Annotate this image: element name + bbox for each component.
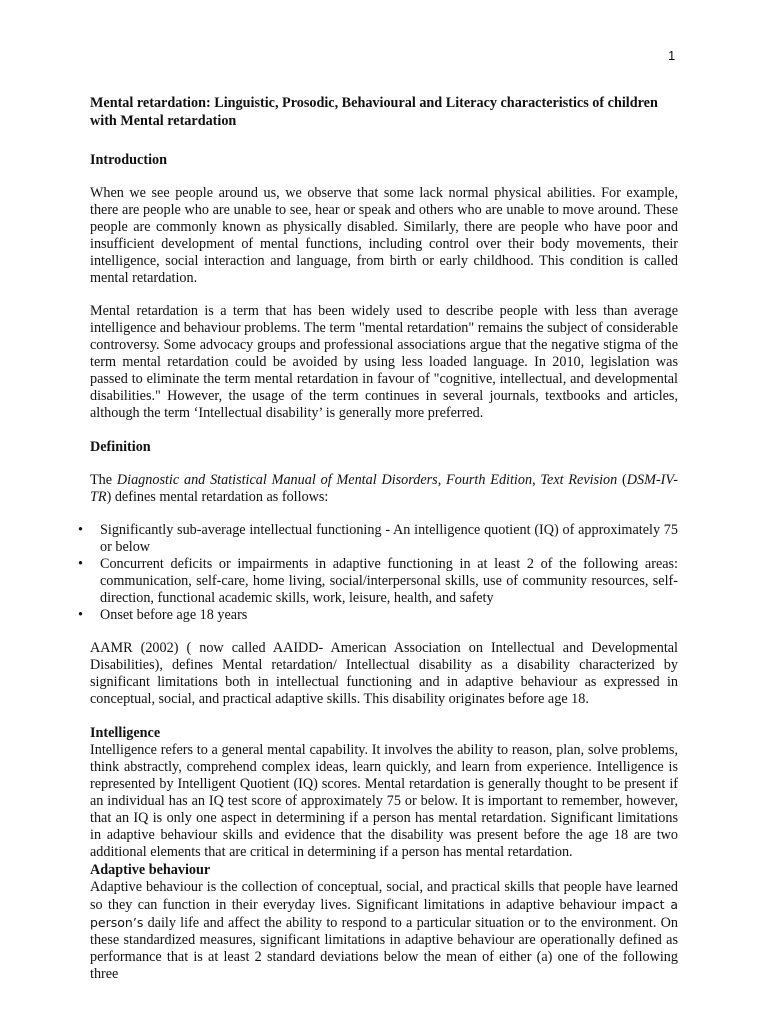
- introduction-heading: Introduction: [90, 152, 167, 168]
- bullet-icon: •: [78, 522, 83, 538]
- dsm-abbreviation: DSM-IV-TR: [90, 472, 678, 505]
- page-number: 1: [668, 48, 676, 63]
- criteria-item: [78, 556, 678, 607]
- bullet-icon: •: [78, 607, 83, 623]
- adaptive-behaviour-heading: Adaptive behaviour: [90, 862, 211, 878]
- adaptive-text-b: daily life and affect the ability to respond to a particular situation or to the environment. On these standardized measures, significant limitations in adaptive behaviour are operationally defined as performance that is at least 2 standard deviations below the mean of either (a) one of the following three: [90, 915, 678, 982]
- adaptive-behaviour-paragraph: [90, 879, 678, 983]
- criteria-text: Significantly sub-average intellectual functioning - An intelligence quotient (IQ) of approximately 75 or below: [100, 522, 678, 555]
- document-page: [78, 48, 678, 983]
- introduction-paragraph-2: Mental retardation is a term that has been widely used to describe people with less than average intelligence and behaviour problems. The term "mental retardation" remains the subject of considerable controversy. Some advocacy groups and professional associations argue that the negative stigma of the term mental retardation could be avoided by using less loaded language. In 2010, legislation was passed to eliminate the term mental retardation in favour of "cognitive, intellectual, and developmental disabilities." However, the usage of the term continues in several journals, textbooks and articles, although the term ‘Intellectual disability’ is generally more preferred.: [90, 303, 678, 421]
- definition-text-before: The: [90, 472, 117, 488]
- definition-text-open: (: [617, 472, 627, 488]
- definition-text-after: ) defines mental retardation as follows:: [106, 489, 329, 505]
- criteria-item: [78, 522, 678, 556]
- definition-paragraph: [90, 472, 678, 506]
- bullet-icon: •: [78, 556, 83, 572]
- aamr-definition-paragraph: AAMR (2002) ( now called AAIDD- American Association on Intellectual and Developmental Disabilities), defines Mental retardation/ Intellectual disability as a disability characterized by significant limitations both in intellectual functioning and in adaptive behaviour as expressed in conceptual, social, and practical adaptive skills. This disability originates before age 18.: [90, 640, 678, 707]
- document-title: Mental retardation: Linguistic, Prosodic, Behavioural and Literacy characteristics of children with Mental retardation: [90, 95, 658, 129]
- definition-heading: Definition: [90, 439, 151, 455]
- criteria-text: Concurrent deficits or impairments in adaptive functioning in at least 2 of the following areas: communication, self-care, home living, social/interpersonal skills, use of community resources, self-direction, functional academic skills, work, leisure, health, and safety: [100, 556, 678, 606]
- definition-criteria-list: [78, 522, 678, 624]
- introduction-paragraph-1: When we see people around us, we observe that some lack normal physical abilities. For example, there are people who are unable to see, hear or speak and others who are unable to move around. These people are commonly known as physically disabled. Similarly, there are people who have poor and insufficient development of mental functions, including control over their body movements, their intelligence, social interaction and language, from birth or early childhood. This condition is called mental retardation.: [90, 185, 678, 286]
- criteria-text: Onset before age 18 years: [100, 607, 248, 623]
- dsm-manual-title: Diagnostic and Statistical Manual of Mental Disorders, Fourth Edition, Text Revision: [116, 472, 618, 488]
- adaptive-text-sans: impact a person’s: [90, 897, 678, 930]
- criteria-item: [78, 607, 678, 624]
- adaptive-text-a: Adaptive behaviour is the collection of conceptual, social, and practical skills that people have learned so they can function in their everyday lives. Significant limitations in adaptive behaviour: [90, 879, 678, 913]
- intelligence-heading: Intelligence: [90, 725, 161, 741]
- intelligence-paragraph: Intelligence refers to a general mental capability. It involves the ability to reason, plan, solve problems, think abstractly, comprehend complex ideas, learn quickly, and learn from experience. Intelligence is represented by Intelligent Quotient (IQ) scores. Mental retardation is generally thought to be present if an individual has an IQ test score of approximately 75 or below. It is important to remember, however, that an IQ is only one aspect in determining if a person has mental retardation. Significant limitations in adaptive behaviour skills and evidence that the disability was present before the age 18 are two additional elements that are critical in determining if a person has mental retardation.: [90, 742, 678, 860]
